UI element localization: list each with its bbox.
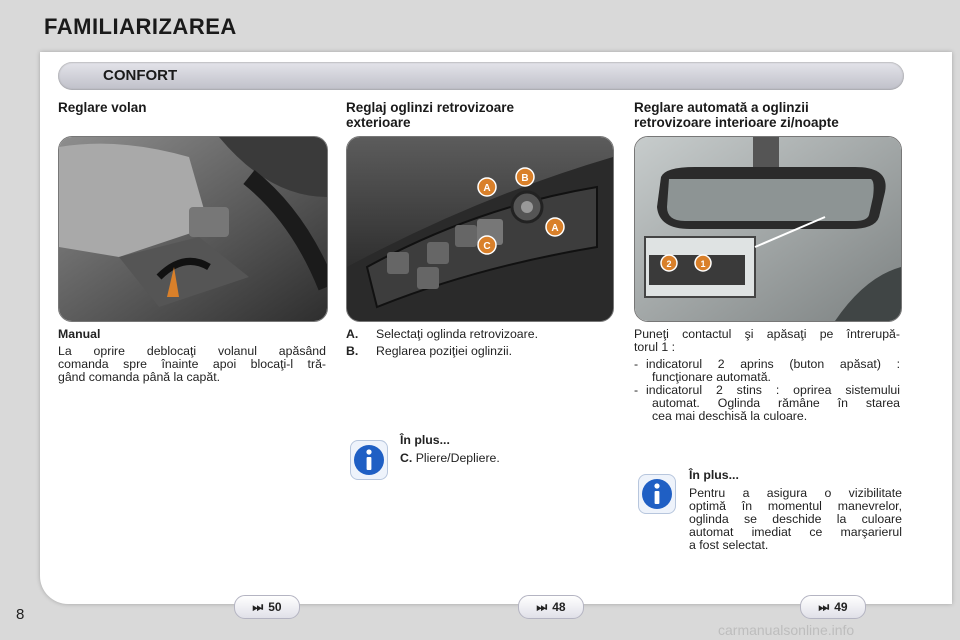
forward-icon: ⏭ — [252, 599, 264, 614]
auto-mirror-title-line: Reglare automată a oglinzii — [634, 100, 809, 115]
info-item-label: C. — [400, 451, 413, 465]
bullet-line: indicatorul 2 stins : oprirea sistemului — [646, 383, 900, 397]
bullet-item — [634, 358, 900, 384]
auto-mirror-title — [634, 100, 839, 130]
list-item — [346, 328, 612, 341]
info-icon — [350, 440, 388, 480]
page-ref-number: 50 — [268, 600, 282, 614]
info-line: a fost selectat. — [689, 538, 769, 552]
badge-a-top: A — [483, 183, 491, 194]
bullet-body — [646, 358, 900, 384]
badge-1: 1 — [700, 259, 706, 269]
steering-paragraph-line: comanda spre înainte apoi blocaţi-l tră- — [58, 357, 326, 371]
auto-mirror-text — [634, 328, 900, 423]
item-text: Selectaţi oglinda retrovizoare. — [376, 327, 538, 341]
section-label: CONFORT — [103, 67, 178, 84]
info-line: oglinda se deschide la culoare — [689, 512, 902, 526]
item-text: Reglarea poziţiei oglinzii. — [376, 344, 513, 358]
list-item — [346, 345, 612, 358]
item-label: B. — [346, 344, 359, 358]
info-line: optimă în momentul manevrelor, — [689, 499, 902, 513]
item-label: A. — [346, 327, 359, 341]
mirror-controls-photo — [346, 136, 614, 322]
info-item-text: Pliere/Depliere. — [415, 451, 500, 465]
section-band — [58, 62, 904, 90]
forward-icon: ⏭ — [818, 599, 830, 614]
info-icon — [638, 474, 676, 514]
badge-c: C — [483, 241, 491, 252]
info-title: În plus... — [400, 433, 450, 447]
mirrors-title-line: exterioare — [346, 115, 411, 130]
bullet-body — [646, 384, 900, 423]
bullet-line: cea mai deschisă la culoare. — [652, 409, 808, 423]
bullet-dash: - — [634, 383, 639, 397]
steering-title-line: Reglare volan — [58, 100, 147, 115]
info-title: În plus... — [689, 468, 739, 482]
bullet-line: funcţionare automată. — [652, 370, 771, 384]
page-ref-number: 49 — [834, 600, 848, 614]
page-ref-button[interactable] — [800, 595, 866, 619]
forward-icon: ⏭ — [536, 599, 548, 614]
watermark: carmanualsonline.info — [718, 622, 855, 638]
steering-title — [58, 100, 147, 115]
badge-b: B — [521, 173, 529, 184]
page-number: 8 — [16, 606, 25, 623]
steering-paragraph-line: La oprire deblocaţi volanul apăsând — [58, 344, 326, 358]
badge-a-right: A — [551, 223, 559, 234]
steering-photo — [58, 136, 328, 322]
bullet-item — [634, 384, 900, 423]
page-ref-button[interactable] — [518, 595, 584, 619]
page-ref-number: 48 — [552, 600, 566, 614]
mirrors-title — [346, 100, 514, 130]
steering-paragraph-line: gând comanda până la capăt. — [58, 370, 221, 384]
bullet-line: automat. Oglinda rămâne în starea — [652, 396, 900, 410]
info-item — [400, 452, 600, 465]
steering-text — [58, 328, 326, 384]
page-ref-button[interactable] — [234, 595, 300, 619]
info-line: automat imediat ce marşarierul — [689, 525, 902, 539]
rearview-mirror-photo — [634, 136, 902, 322]
badge-2: 2 — [666, 259, 672, 269]
mirrors-title-line: Reglaj oglinzi retrovizoare — [346, 100, 515, 115]
mirrors-info — [400, 434, 600, 465]
steering-subtitle: Manual — [58, 327, 101, 341]
auto-mirror-info — [689, 469, 902, 552]
intro-line: Puneţi contactul şi apăsaţi pe întrerupă- — [634, 327, 900, 341]
mirrors-list — [346, 328, 612, 358]
bullet-line: indicatorul 2 aprins (buton apăsat) : — [646, 357, 900, 371]
info-line: Pentru a asigura o vizibilitate — [689, 486, 902, 500]
bullet-dash: - — [634, 357, 639, 371]
auto-mirror-title-line: retrovizoare interioare zi/noapte — [634, 115, 839, 130]
page-title: FAMILIARIZAREA — [44, 14, 237, 39]
intro-line: torul 1 : — [634, 340, 676, 354]
